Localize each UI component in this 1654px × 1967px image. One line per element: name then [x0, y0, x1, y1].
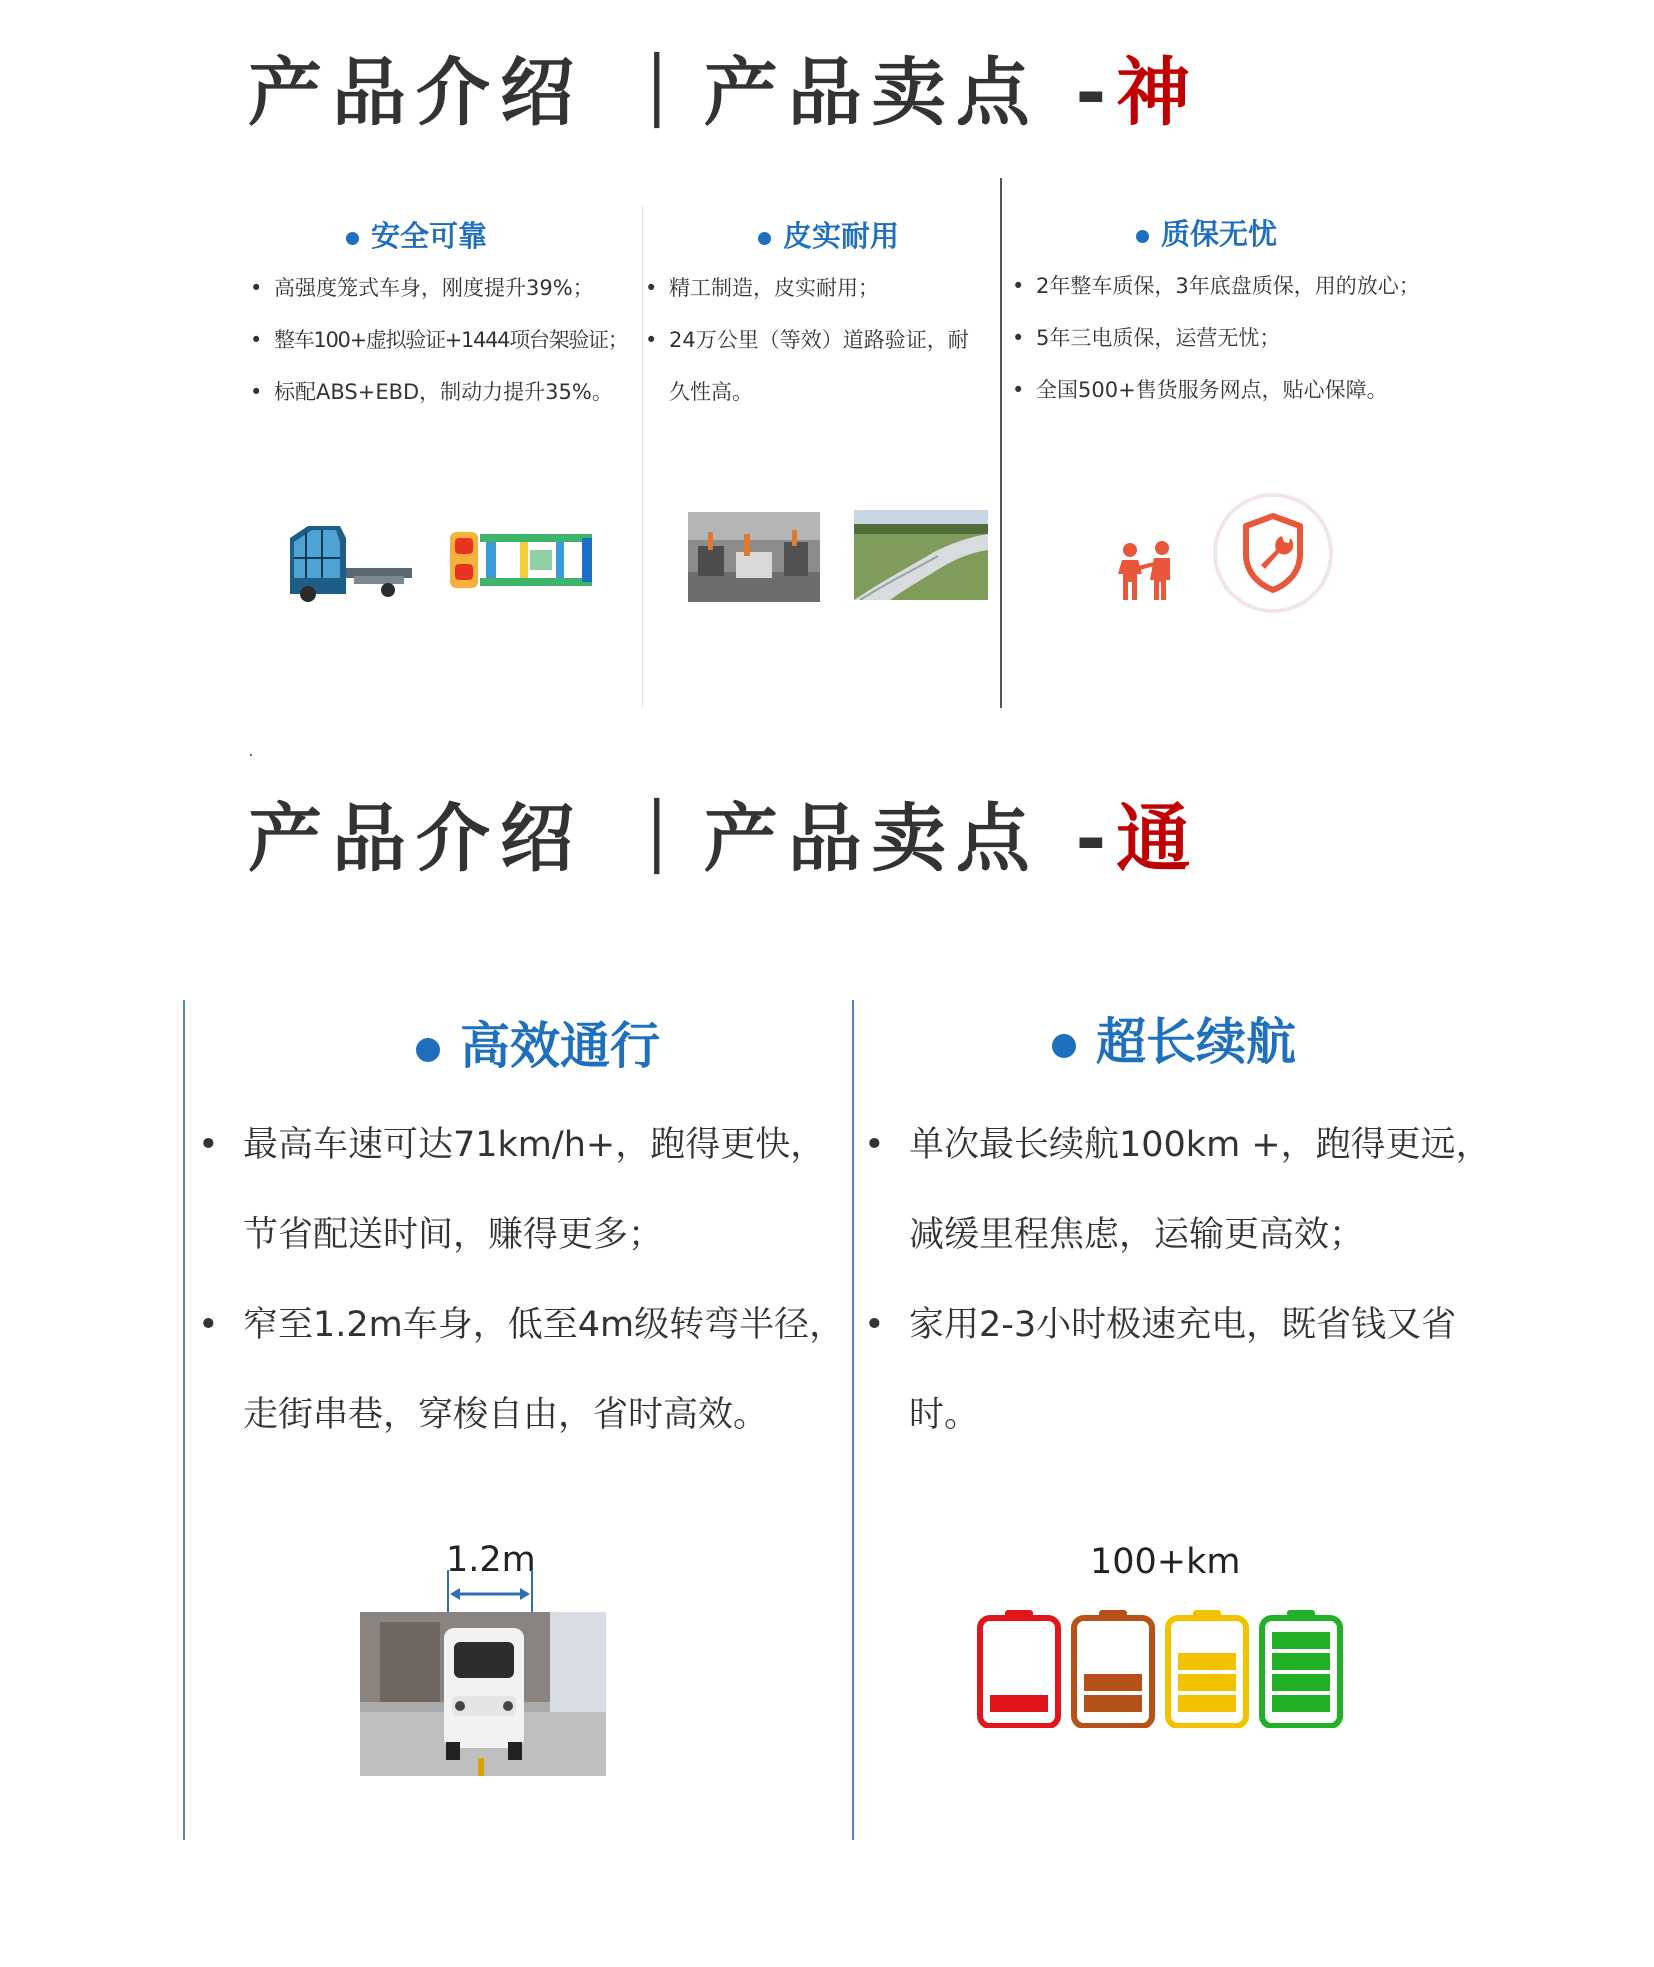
shield-wrench-icon [1212, 492, 1334, 614]
battery-half-icon [1074, 1610, 1152, 1726]
list-item: • 整车100+虚拟验证+1444项台架验证； [250, 328, 628, 352]
heading-accent: 通 [1116, 796, 1201, 882]
heading-accent: 神 [1116, 50, 1201, 136]
battery-low-icon [980, 1610, 1058, 1726]
bullet-dot-icon [416, 1038, 440, 1062]
people-icon [1110, 540, 1182, 602]
vehicle-front-image [360, 1612, 606, 1776]
bullet-dot-icon [1052, 1034, 1076, 1058]
list-item: • 窄至1.2m车身，低至4m级转弯半径，走街串巷，穿梭自由，省时高效。 [198, 1305, 845, 1435]
list-item: • 标配ABS+EBD，制动力提升35%。 [250, 380, 613, 404]
list-item: • 全国500+售货服务网点，贴心保障。 [1012, 378, 1388, 402]
list-item: • 24万公里（等效）道路验证，耐久性高。 [645, 328, 969, 404]
factory-robot-image [688, 512, 820, 602]
point-list [250, 262, 642, 418]
width-dimension-arrow [440, 1570, 540, 1612]
section-heading: 产品介绍 ｜产品卖点 -神 [248, 50, 1201, 136]
list-item: • 最高车速可达71km/h+，跑得更快，节省配送时间，赚得更多； [198, 1125, 826, 1255]
range-caption: 100+km [1090, 1542, 1241, 1582]
bullet-dot-icon [346, 232, 359, 245]
bullet-dot-icon [1136, 230, 1149, 243]
column-title: 皮实耐用 [758, 214, 899, 255]
cage-body-image [284, 518, 414, 602]
point-list [645, 262, 987, 418]
battery-high-icon [1168, 1610, 1246, 1726]
list-item: • 2年整车质保，3年底盘质保，用的放心； [1012, 274, 1420, 298]
section-heading: 产品介绍 ｜产品卖点 -通 [248, 796, 1201, 882]
battery-full-icon [1262, 1610, 1340, 1726]
width-caption: 1.2m [446, 1540, 536, 1580]
frame-simulation-image [446, 524, 596, 596]
column-title: 安全可靠 [346, 214, 487, 255]
list-item: • 家用2-3小时极速充电，既省钱又省时。 [864, 1305, 1457, 1435]
battery-levels-graphic [976, 1608, 1346, 1728]
column-title: 高效通行 [416, 1006, 660, 1078]
column-divider [852, 1000, 854, 1840]
list-item: • 5年三电质保，运营无忧； [1012, 326, 1281, 350]
column-divider [1000, 178, 1002, 708]
point-list [198, 1100, 848, 1460]
column-divider [642, 206, 643, 708]
point-list [1012, 260, 1472, 416]
column-title: 质保无忧 [1136, 212, 1277, 253]
list-item: • 单次最长续航100km +，跑得更远，减缓里程焦虑，运输更高效； [864, 1125, 1491, 1255]
list-item: • 高强度笼式车身，刚度提升39%； [250, 276, 594, 300]
point-list [864, 1100, 1524, 1460]
column-title: 超长续航 [1052, 1002, 1296, 1074]
bullet-dot-icon [758, 232, 771, 245]
column-divider [183, 1000, 185, 1840]
list-item: • 精工制造，皮实耐用； [645, 276, 879, 300]
test-road-image [854, 510, 988, 600]
separator-dot: . [248, 740, 254, 761]
